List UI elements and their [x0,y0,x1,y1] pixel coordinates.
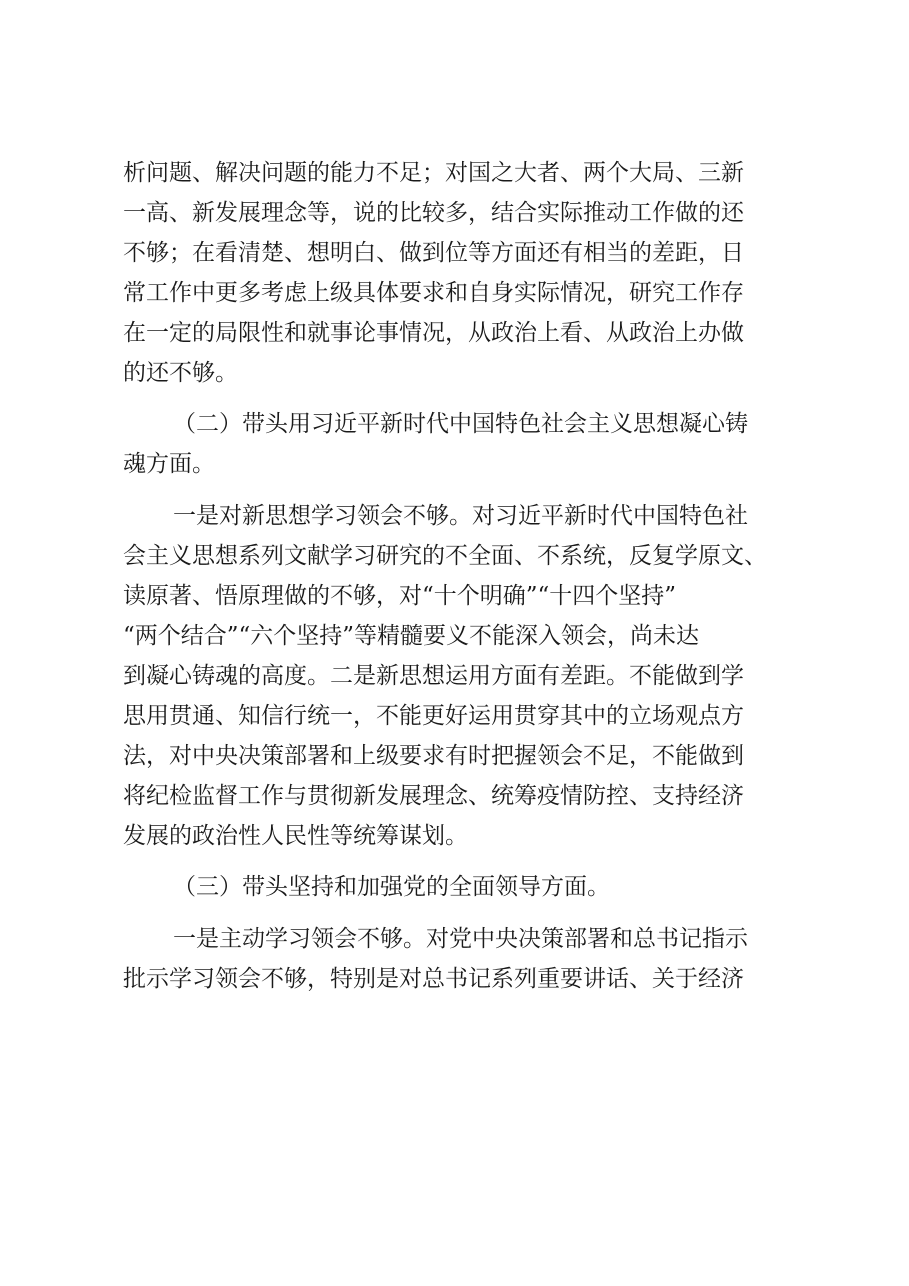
section-heading: （三）带头坚持和加强党的全面领导方面。 [173,874,610,900]
text-line: “两个结合”“六个坚持”等精髓要义不能深入领会，尚未达 [123,623,700,649]
text-line: 发展的政治性人民性等统筹谋划。 [123,823,468,849]
text-line: 批示学习领会不够，特别是对总书记系列重要讲话、关于经济 [123,966,744,992]
text-line: 法，对中央决策部署和上级要求有时把握领会不足，不能做到 [123,743,744,769]
text-line: 思用贯通、知信行统一，不能更好运用贯穿其中的立场观点方 [123,703,744,729]
text-line: 析问题、解决问题的能力不足；对国之大者、两个大局、三新 [123,160,744,186]
text-line: 常工作中更多考虑上级具体要求和自身实际情况，研究工作存 [123,280,744,306]
text-line: 在一定的局限性和就事论事情况，从政治上看、从政治上办做 [123,320,744,346]
section-heading: 魂方面。 [123,451,215,477]
text-line: 将纪检监督工作与贯彻新发展理念、统筹疫情防控、支持经济 [123,783,744,809]
text-line: 不够；在看清楚、想明白、做到位等方面还有相当的差距，日 [123,240,744,266]
text-line: 一是对新思想学习领会不够。对习近平新时代中国特色社 [173,503,748,529]
text-line: 的还不够。 [123,360,238,386]
text-line: 读原著、悟原理做的不够，对“十个明确”“十四个坚持” [123,583,677,609]
text-line: 会主义思想系列文献学习研究的不全面、不系统，反复学原文、 [123,543,767,569]
text-line: 一高、新发展理念等，说的比较多，结合实际推动工作做的还 [123,200,744,226]
text-line: 一是主动学习领会不够。对党中央决策部署和总书记指示 [173,926,748,952]
section-heading: （二）带头用习近平新时代中国特色社会主义思想凝心铸 [173,411,748,437]
text-line: 到凝心铸魂的高度。二是新思想运用方面有差距。不能做到学 [123,663,744,689]
